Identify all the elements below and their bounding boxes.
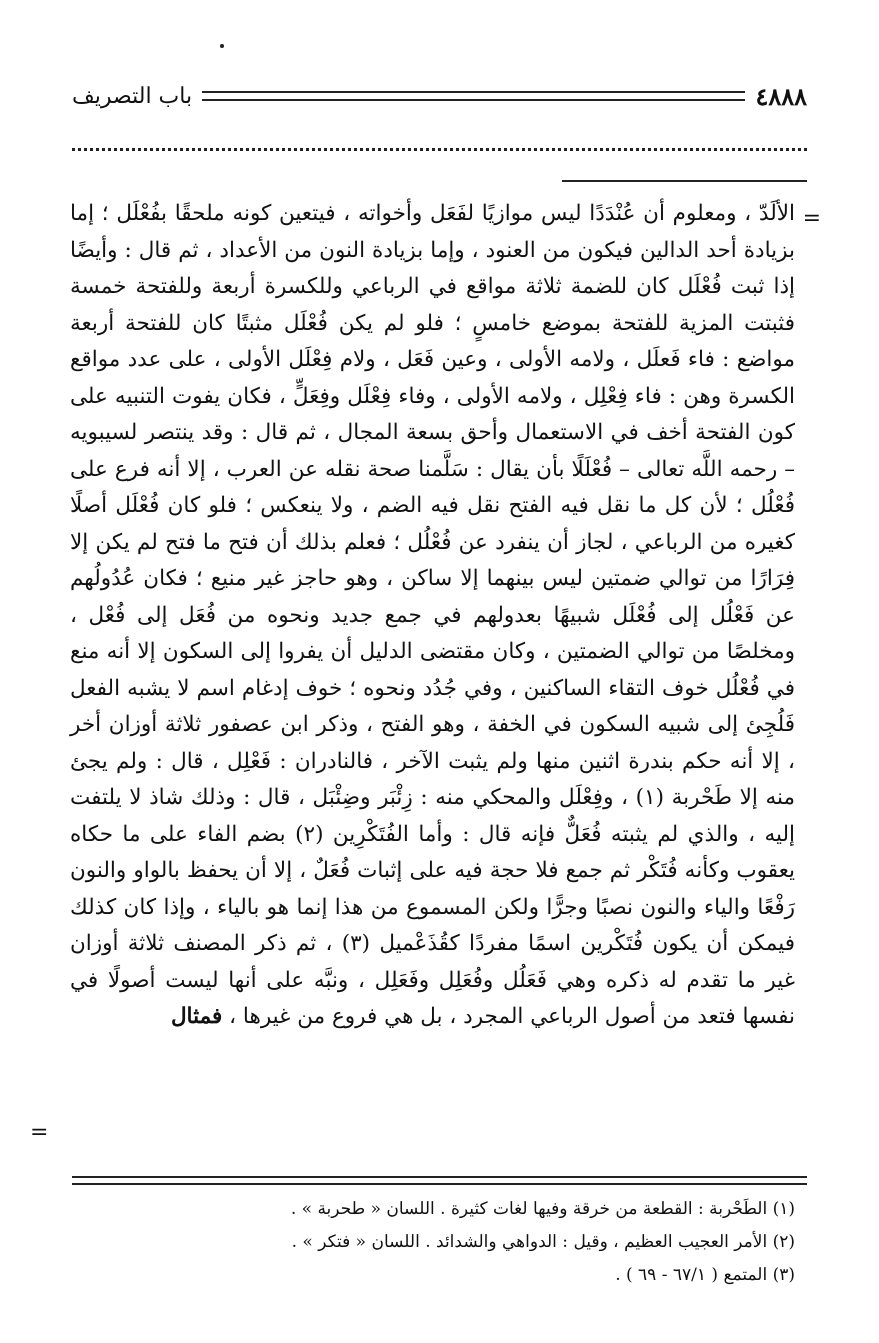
body-paragraph xyxy=(70,196,795,1036)
body-tail-bold: فمثال xyxy=(170,1004,223,1029)
footnote-ref-2: (٢) xyxy=(295,821,324,847)
body-mid-2: بضم الفاء على ما حكاه يعقوب وكأنه فُتَكْر ثم جمع فلا حجة فيه على إثبات فُعَلٌ ، إلا أن يحفظ بالواو والنون رَفْعًا والياء والنون نصبًا وجرًّا ولكن المسموع من هذا إنما هو بالياء ، وإذا كان كذلك فيمكن أن يكون فُتَكْرين اسمًا مفردًا كقُذَعْميل xyxy=(70,821,795,956)
running-header xyxy=(72,78,807,114)
footnote-3: (٣) المتمع ( ٦٧/١ - ٦٩ ) . xyxy=(615,1265,795,1285)
body-mid-3: ، ثم ذكر المصنف ثلاثة أوزان غير ما تقدم له ذكره وهي فَعَلُل وفُعَلِل وفَعَلِل ، ونبَّه على أنها ليست أصولًا في نفسها فتعد من أصول الرباعي المجرد ، بل هي فروع من غيرها ، xyxy=(70,931,795,1029)
dotted-separator xyxy=(72,148,807,159)
footnote-ref-1: (١) xyxy=(635,785,664,810)
page-number: ٤٨٨٨ xyxy=(755,81,807,111)
body-mid-1: ، وفِعْلَل والمحكي منه : زِئْبَر وضِئْبَل ، قال : وذلك شاذ لا يلتفت إليه ، والذي لم يثبته فُعَلٌّ فإنه قال : وأما الفُتَكْرِين xyxy=(70,785,796,847)
footnote-separator xyxy=(72,1176,807,1185)
chapter-title: باب التصريف xyxy=(72,83,193,109)
header-double-rule xyxy=(202,91,745,101)
footnote-2: (٢) الأمر العجيب العظيم ، وقيل : الدواهي والشدائد . اللسان « فتكر » . xyxy=(291,1232,795,1252)
footnote-ref-3: (٣) xyxy=(341,931,371,956)
footnotes xyxy=(72,1193,795,1292)
footnote-1: (١) الطَحْربة : القطعة من خرقة وفيها لغات كثيرة . اللسان « طحربة » . xyxy=(290,1199,795,1219)
ink-dot xyxy=(220,44,224,48)
body-lead: الألَدّ ، ومعلوم أن عُنْدَدًا ليس موازيًا لفَعَل وأخواته ، فيتعين كونه ملحقًا بفُعْلَل ؛ إما بزيادة أحد الدالين فيكون من العنود ، وإما بزيادة النون من الأعداد ، ثم قال : وأيضًا إذا ثبت فُعْلَل كان للضمة ثلاثة مواقع في الرباعي وللكسرة أربعة وللفتحة خمسة فثبتت المزية للفتحة بموضع خامسٍ ؛ فلو لم يكن فُعْلَل مثبتًا كان للفتحة أربعة مواضع : فاء فَعلَل ، ولامه الأولى ، وعين فَعَل ، ولام فِعْلَل الأولى ، على عدد مواقع الكسرة وهن : فاء فِعْلِل ، ولامه الأولى ، وفاء فِعْلَل وفِعَلٍّ ، فكان يفوت التنبيه على كون الفتحة أخف في الاستعمال وأحق بسعة المجال ، ثم قال : وقد ينتصر لسيبويه – رحمه اللَّه تعالى – فُعْلَلًا بأن يقال : سَلَّمنا صحة نقله عن العرب ، إلا أنه فرع على فُعْلُل ؛ لأن كل ما نقل فيه الفتح نقل فيه الضم ، ولا ينعكس ؛ فلو كان فُعْلَل أصلًا كغيره من الرباعي ، لجاز أن ينفرد عن فُعْلُل ؛ فعلم بذلك أن فتح ما فتح لم يكن إلا فِرَارًا من توالي ضمتين ليس بينهما إلا ساكن ، وهو حاجز غير منيع ؛ فكان عُدُولُهم عن فَعْلُل إلى فُعْلَل شبيهًا بعدولهم في جمع جديد ونحوه من فُعَل إلى فُعْل ، ومخلصًا من توالي الضمتين ، وكان مقتضى الدليل أن يفروا إلى السكون إلا أنه منع في فُعْلُل خوف التقاء الساكنين ، وفي جُدُد ونحوه ؛ خوف إدغام اسم لا يشبه الفعل فَلُجِئ إلى شبيه السكون في الخفة ، وهو الفتح ، وذكر ابن عصفور ثلاثة أوزان أخر ، إلا أنه حكم بندرة اثنين منها ولم يثبت الآخر ، فالنادران : فَعْلِل ، قال : ولم يجئ منه إلا طَحْربة xyxy=(70,201,795,810)
continued-mark-start: = xyxy=(802,206,821,231)
body-text xyxy=(70,196,795,1036)
continuation-rule xyxy=(562,180,807,182)
continued-mark-end: = xyxy=(30,1120,49,1145)
